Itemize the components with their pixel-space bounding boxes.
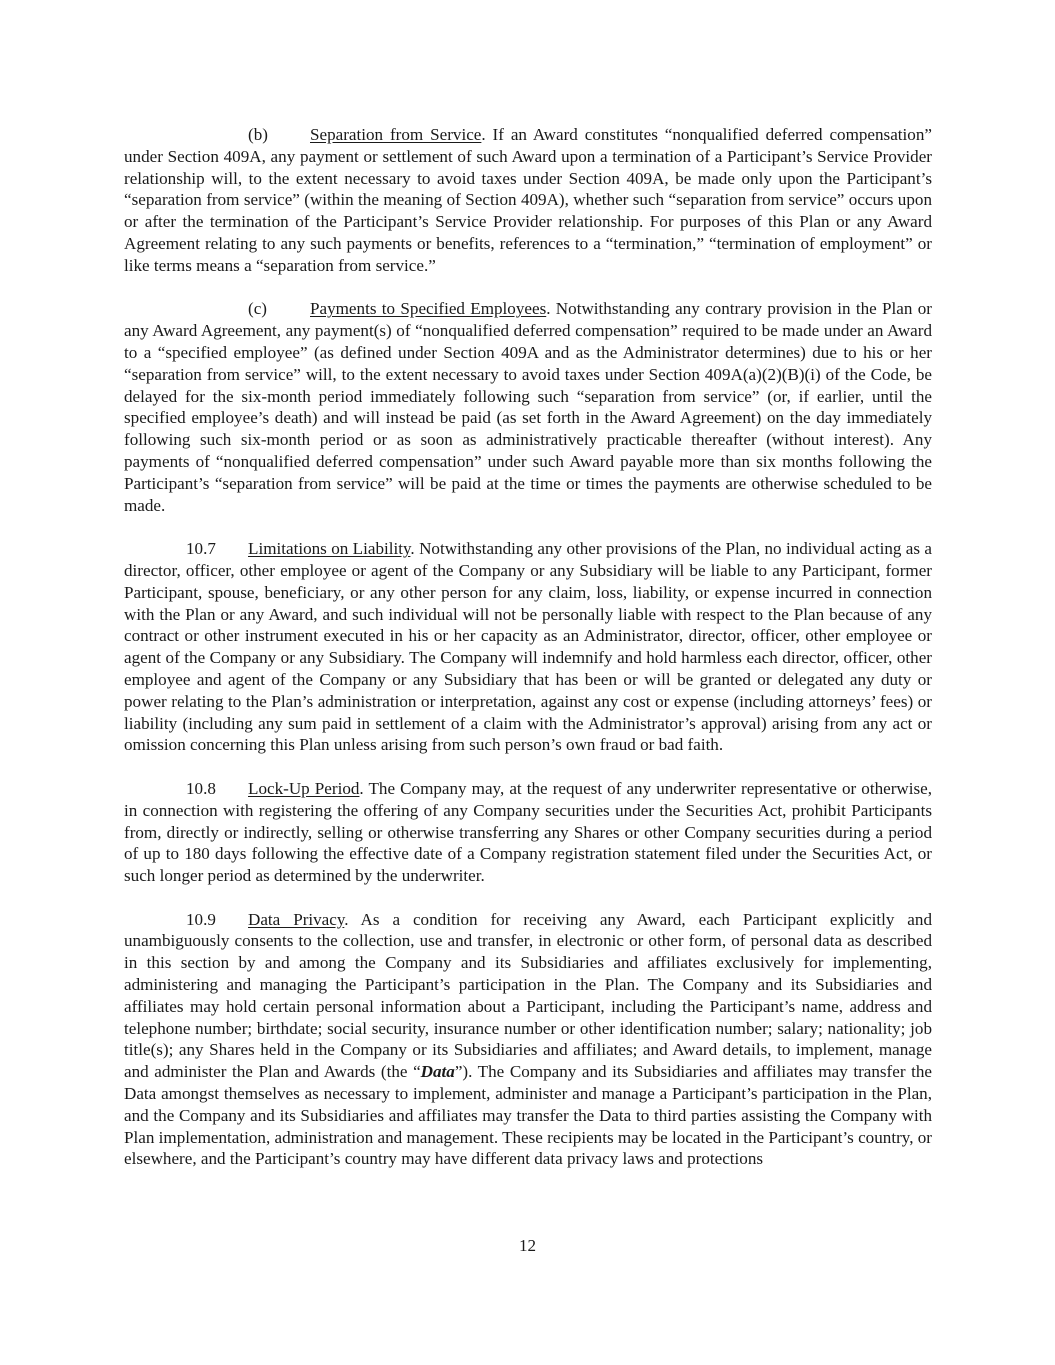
page-number: 12 — [518, 1236, 537, 1255]
defined-term: Data — [420, 1062, 455, 1082]
section-heading: Separation from Service — [310, 125, 482, 144]
paragraph-text: . Notwithstanding any contrary provision in the Plan or any Award Agreement, any payment(s) of “nonqualified deferred compensation” required to be made under an Award to a “specified employee” (as defined under Section 409A and as the Administrator determines) due to his or her “separation from service” will, to the extent necessary to avoid taxes under Section 409A(a)(2)(B)(i) of the Code, be delayed for the six-month period immediately following such “separation from service” (or, if earlier, until the specified employee’s death) and will instead be paid (as set forth in the Award Agreement) on the day immediately following such six-month period or as soon as administratively practicable thereafter (without interest). Any payments of “nonqualified deferred compensation” under such Award payable more than six months following the Participant’s “separation from service” will be paid at the time or times the payments are otherwise scheduled to be made. — [124, 299, 932, 515]
paragraph-text: . As a condition for receiving any Award, each Participant explicitly and unambiguously consents to the collection, use and transfer, in electronic or other form, of personal data as described in this section by and among the Company and its Subsidiaries and affiliates exclusively for implementing, administering and managing the Participant’s participation in the Plan. The Company and its Subsidiaries and affiliates may hold certain personal information about a Participant, including the Participant’s name, address and telephone number; birthdate; social security, insurance number or other identification number; salary; nationality; job title(s); any Shares held in the Company or its Subsidiaries and affiliates; and Award details, to implement, manage and administer the Plan and Awards (the “ — [124, 909, 932, 1082]
paragraph-10-6-b — [124, 124, 932, 277]
paragraph-text-continued: ”). The Company and its Subsidiaries and affiliates may transfer the Data amongst themselves as necessary to implement, administer and manage a Participant’s participation in the Plan, and the Company and its Subsidiaries and affiliates may transfer the Data to third parties assisting the Company with Plan implementation, administration and management. These recipients may be located in the Participant’s country, or elsewhere, and the Participant’s country may have different data privacy laws and protections — [124, 1062, 932, 1169]
section-heading: Limitations on Liability — [248, 539, 411, 559]
paragraph-10-9 — [124, 909, 932, 1171]
paragraph-10-8 — [124, 778, 932, 887]
section-number: 10.7 — [186, 539, 216, 559]
section-heading: Lock-Up Period — [248, 778, 360, 798]
section-number: 10.8 — [186, 778, 216, 798]
paragraph-number: (c) — [248, 299, 267, 319]
section-number: 10.9 — [186, 909, 216, 929]
paragraph-10-7 — [124, 538, 932, 756]
paragraph-text: . If an Award constitutes “nonqualified deferred compensation” under Section 409A, any payment or settlement of such Award upon a termination of a Participant’s Service Provider relationship will, to the extent necessary to avoid taxes under Section 409A, be made only upon the Participant’s “separation from service” (within the meaning of Section 409A), whether such “separation from service” occurs upon or after the termination of the Participant’s Service Provider relationship. For purposes of this Plan or any Award Agreement relating to any such payments or benefits, references to a “termination,” “termination of employment” or like terms means a “separation from service.” — [124, 125, 932, 275]
document-page — [124, 124, 932, 1170]
section-heading: Data Privacy — [248, 909, 345, 929]
paragraph-text: . The Company may, at the request of any underwriter representative or otherwise, in connection with registering the offering of any Company securities under the Securities Act, prohibit Participants from, directly or indirectly, selling or otherwise transferring any Shares or other Company securities during a period of up to 180 days following the effective date of a Company registration statement filed under the Securities Act, or such longer period as determined by the underwriter. — [124, 778, 933, 886]
paragraph-number: (b) — [248, 125, 268, 144]
paragraph-text: . Notwithstanding any other provisions of the Plan, no individual acting as a director, officer, other employee or agent of the Company or any Subsidiary will be liable to any Participant, former Participant, spouse, beneficiary, or any other person for any claim, loss, liability, or expense incurred in connection with the Plan or any Award, and such individual will not be personally liable with respect to the Plan because of any contract or other instrument executed in his or her capacity as an Administrator, director, officer, other employee or agent of the Company or any Subsidiary. The Company will indemnify and hold harmless each director, officer, other employee and agent of the Company or any Subsidiary that has been or will be granted or delegated any duty or power relating to the Plan’s administration or interpretation, against any cost or expense (including attorneys’ fees) or liability (including any sum paid in settlement of a claim with the Administrator’s approval) arising from any act or omission concerning this Plan unless arising from such person’s own fraud or bad faith. — [124, 539, 932, 755]
paragraph-10-6-c — [124, 298, 932, 516]
section-heading: Payments to Specified Employees — [310, 299, 547, 319]
